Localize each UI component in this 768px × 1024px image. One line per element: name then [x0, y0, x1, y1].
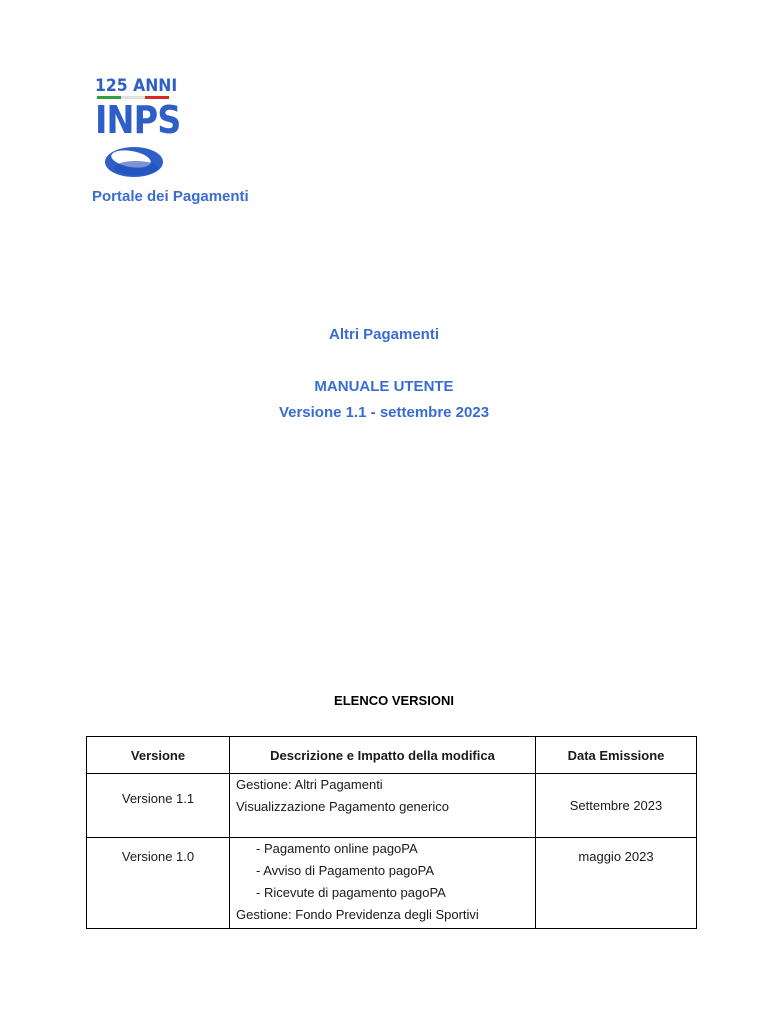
- date-cell: [536, 774, 697, 838]
- version-cell: [87, 838, 230, 929]
- description-cell: [230, 774, 536, 838]
- date-value: maggio 2023: [578, 849, 654, 864]
- inps-logo: [95, 76, 181, 180]
- version-value: Versione 1.1: [121, 791, 195, 806]
- table-row: [87, 774, 697, 838]
- description-line: - Pagamento online pagoPA: [256, 841, 418, 856]
- column-header-version: Versione: [87, 737, 230, 774]
- logo-anniversary-text: 125 ANNI: [95, 76, 178, 96]
- description-line: - Ricevute di pagamento pagoPA: [256, 885, 446, 900]
- portal-title: Portale dei Pagamenti: [92, 188, 249, 205]
- date-cell: [536, 838, 697, 929]
- description-line: - Avviso di Pagamento pagoPA: [256, 863, 435, 878]
- table-row: [87, 838, 697, 929]
- date-value: Settembre 2023: [569, 798, 663, 813]
- description-line: Gestione: Fondo Previdenza degli Sportivi: [236, 907, 479, 922]
- versions-table: [86, 736, 697, 929]
- version-cell: [87, 774, 230, 838]
- description-cell: [230, 838, 536, 929]
- column-header-description: Descrizione e Impatto della modifica: [230, 737, 536, 774]
- logo-brand-text: INPS: [95, 98, 181, 142]
- table-header-row: [87, 737, 697, 774]
- column-header-date: Data Emissione: [536, 737, 697, 774]
- description-line: Visualizzazione Pagamento generico: [236, 799, 449, 814]
- document-type-title: MANUALE UTENTE: [314, 378, 454, 395]
- inps-swirl-icon: [103, 144, 165, 180]
- version-value: Versione 1.0: [121, 849, 195, 864]
- document-subtitle: Altri Pagamenti: [328, 326, 440, 343]
- document-version-line: Versione 1.1 - settembre 2023: [278, 404, 490, 421]
- versions-heading: ELENCO VERSIONI: [334, 693, 454, 708]
- description-line: Gestione: Altri Pagamenti: [236, 777, 383, 792]
